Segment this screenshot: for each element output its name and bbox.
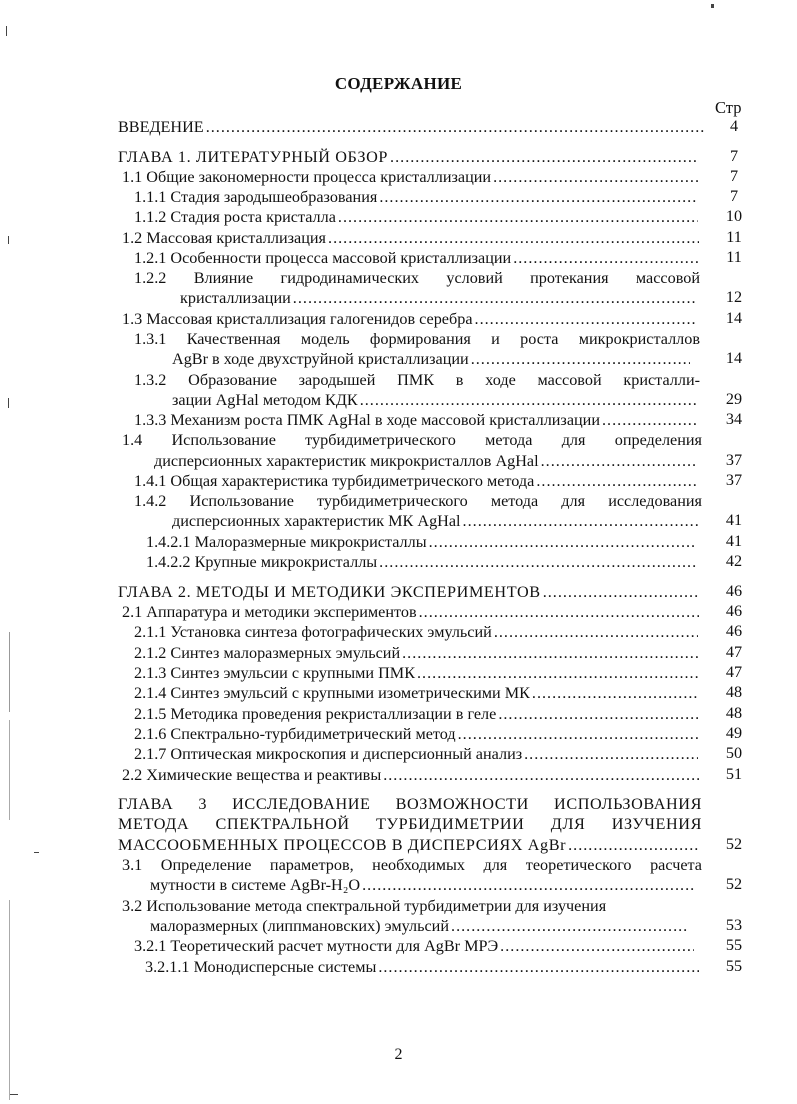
toc-entry: ГЛАВА 3 ИССЛЕДОВАНИЕ ВОЗМОЖНОСТИ ИСПОЛЬЗОВАНИЯ [118,795,702,813]
scan-mark [8,236,9,244]
toc-entry: 1.3 Массовая кристаллизация галогенидов серебра ..... [122,309,697,329]
toc-entry: 2.1 Аппаратура и методики экспериментов ..... [122,602,701,622]
toc-page: 41 [725,511,743,529]
toc-entry: 2.2 Химические вещества и реактивы ..... [122,765,701,785]
toc-entry: 1.4 Использование турбидиметрического метода для определения [122,431,702,449]
scan-mark [10,1094,18,1095]
toc-entry: 2.1.2 Синтез малоразмерных эмульсий ..... [134,643,700,663]
toc-page: 37 [725,471,743,489]
scan-mark [9,720,10,820]
toc-page: 46 [725,622,743,640]
toc-entry-continuation: AgBr в ходе двухструйной кристаллизации ..... [172,349,692,369]
toc-entry: 1.4.1 Общая характеристика турбидиметрического метода ..... [134,471,700,491]
toc-entry: 2.1.1 Установка синтеза фотографических эмульсий ..... [134,622,700,642]
toc-page: 51 [725,765,743,783]
toc-entry-continuation: мутности в системе AgBr-H₂O ..... [150,875,697,895]
toc-entry: 1.1.2 Стадия роста кристалла ..... [134,207,700,227]
toc-entry-continuation: малоразмерных (липпмановских) эмульсий ..... [150,916,690,936]
toc-entry: 1.4.2 Использование турбидиметрического метода для исследования [134,492,702,510]
toc-page: 55 [725,957,743,975]
toc-entry: 1.4.2.1 Малоразмерные микрокристаллы ..... [146,532,697,552]
toc-entry: 3.2.1.1 Монодисперсные системы ..... [145,957,701,977]
toc-entry: 2.1.5 Методика проведения рекристаллизации в геле ..... [134,704,700,724]
toc-page: 49 [725,724,743,742]
scan-mark [34,852,39,853]
scan-mark [9,632,10,712]
toc-entry-continuation: дисперсионных характеристик МК AgHal ..... [172,511,702,531]
toc-entry-continuation: МАССООБМЕННЫХ ПРОЦЕССОВ В ДИСПЕРСИЯХ AgBr ..... [118,835,702,855]
toc-page: 53 [725,916,743,934]
toc-page: 4 [729,117,739,135]
toc-entry: ГЛАВА 1. ЛИТЕРАТУРНЫЙ ОБЗОР ..... [118,147,701,167]
toc-page: 42 [725,552,743,570]
toc-entry: 1.4.2.2 Крупные микрокристаллы ..... [146,552,700,572]
toc-entry: 1.3.2 Образование зародышей ПМК в ходе массовой кристалли- [134,371,700,389]
toc-entry: 1.1 Общие закономерности процесса кристаллизации ..... [122,167,701,187]
toc-entry: 2.1.7 Оптическая микроскопия и дисперсионный анализ ..... [134,744,700,764]
toc-entry: 1.3.3 Механизм роста ПМК AgHal в ходе массовой кристаллизации ..... [134,410,700,430]
toc-page: 50 [725,744,743,762]
toc-page: 14 [725,349,743,367]
toc-entry: 1.2.1 Особенности процесса массовой кристаллизации ..... [134,248,700,268]
toc-page: 34 [725,410,743,428]
toc-entry: 2.1.4 Синтез эмульсий с крупными изометрическими МК ..... [134,683,700,703]
toc-page: 37 [725,451,743,469]
toc-page: 7 [729,147,739,165]
toc-entry: 2.1.6 Спектрально-турбидиметрический метод ..... [134,724,700,744]
toc-page: 46 [725,582,743,600]
toc-entry: 2.1.3 Синтез эмульсии с крупными ПМК ..... [134,663,700,683]
toc-entry: 1.2 Массовая кристаллизация ..... [122,228,701,248]
scan-mark [711,4,714,8]
toc-page: 55 [725,936,743,954]
toc-entry-continuation: дисперсионных характеристик микрокристаллов AgHal ..... [154,451,700,471]
toc-page: 11 [726,248,742,266]
toc-page: 47 [725,643,743,661]
toc-page: 12 [725,288,743,306]
page-column-label: Стр [715,98,742,117]
toc-entry: ГЛАВА 2. МЕТОДЫ И МЕТОДИКИ ЭКСПЕРИМЕНТОВ ..... [118,582,701,602]
toc-entry: 3.2.1 Теоретический расчет мутности для AgBr МРЭ ..... [134,936,696,956]
toc-page: 7 [729,167,739,185]
toc-entry-continuation: МЕТОДА СПЕКТРАЛЬНОЙ ТУРБИДИМЕТРИИ ДЛЯ ИЗУЧЕНИЯ [118,815,702,833]
toc-entry: 3.2 Использование метода спектральной турбидиметрии для изучения [122,897,607,915]
page-number: 2 [394,1046,403,1063]
toc-entry: 1.3.1 Качественная модель формирования и роста микрокристаллов [134,330,700,348]
toc-entry-continuation: зации AgHal методом КДК ..... [172,390,700,410]
toc-page: 11 [726,228,742,246]
scan-mark [9,900,10,1100]
toc-page: 48 [725,704,743,722]
toc-page: 47 [725,663,743,681]
toc-page: 10 [725,207,743,225]
toc-page: 52 [725,875,743,893]
toc-page: 52 [725,835,743,853]
toc-entry-continuation: кристаллизации ..... [180,288,697,308]
toc-entry: 1.1.1 Стадия зародышеобразования ..... [134,187,700,207]
toc-page: 41 [725,532,743,550]
toc-page: 48 [725,683,743,701]
scan-mark [6,26,7,36]
toc-entry: ВВЕДЕНИЕ ..... [118,117,708,137]
toc-page: 46 [725,602,743,620]
toc-entry: 1.2.2 Влияние гидродинамических условий протекания массовой [134,269,700,287]
toc-entry: 3.1 Определение параметров, необходимых для теоретического расчета [122,856,702,874]
toc-page: 29 [725,390,743,408]
toc-page: 7 [729,187,739,205]
page-title: СОДЕРЖАНИЕ [334,74,463,93]
scan-mark [8,398,9,408]
toc-page: 14 [725,309,743,327]
